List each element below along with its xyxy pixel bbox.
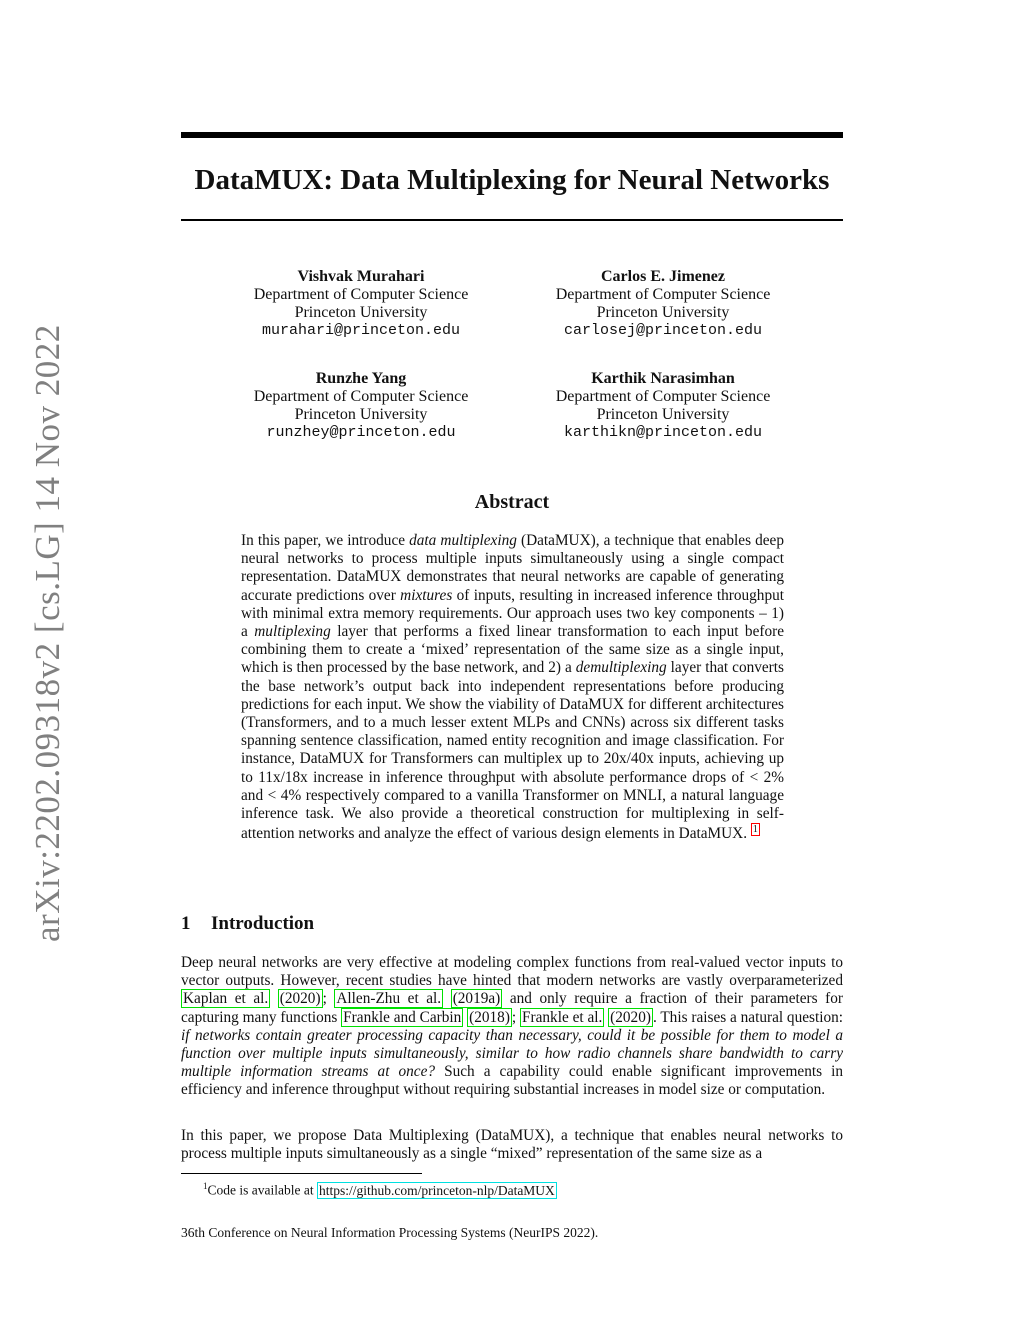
conference-notice: 36th Conference on Neural Information Processing Systems (NeurIPS 2022). (181, 1225, 599, 1240)
section-heading-introduction (181, 912, 581, 936)
abstract-text: (DataMUX), a technique that enables deep neural networks to process multiple inputs simultaneously using a single compact representation. DataMUX demonstrates that neural networks are capable of generating accurate predictions over (241, 532, 784, 604)
author-name: Vishvak Murahari (297, 268, 425, 285)
abstract-emphasis: demultiplexing (575, 659, 667, 677)
footnote (203, 1178, 557, 1199)
abstract-heading: Abstract (474, 491, 550, 513)
citation-link[interactable]: Frankle et al. (522, 1008, 603, 1026)
abstract-text: of inputs, resulting in increased inference throughput with minimal extra memory requirements. Our approach uses two key components – 1) a (241, 586, 784, 641)
citation-link[interactable]: Allen-Zhu et al. (336, 990, 442, 1008)
paper-title: DataMUX: Data Multiplexing for Neural Networks (194, 164, 830, 196)
citation-separator: ; (322, 990, 335, 1008)
author-block (211, 268, 511, 340)
citation-link[interactable]: Kaplan et al. (183, 990, 269, 1008)
abstract-text: In this paper, we introduce (241, 532, 410, 549)
author-email[interactable]: karthikn@princeton.edu (563, 424, 763, 441)
footnote-rule (181, 1173, 422, 1174)
author-department: Department of Computer Science (555, 286, 771, 303)
abstract-text: layer that performs a fixed linear transformation to each input before combining them to create a ‘mixed’ representation of the same size as a single input, which is then processed by the base network, and 2) a (241, 623, 784, 677)
citation-separator: ; (511, 1008, 521, 1026)
author-block (513, 268, 813, 340)
section-number: 1 (181, 913, 191, 934)
author-university: Princeton University (294, 406, 428, 423)
author-name: Runzhe Yang (315, 370, 407, 387)
abstract-emphasis: mixtures (400, 586, 453, 604)
citation-year-link[interactable]: (2019a) (452, 990, 501, 1008)
author-block (513, 370, 813, 442)
author-name: Karthik Narasimhan (591, 370, 735, 387)
title-bottom-rule (181, 219, 843, 221)
intro-paragraph (181, 954, 843, 1100)
citation-year-link[interactable]: (2018) (469, 1008, 510, 1026)
abstract-emphasis: multiplexing (254, 623, 331, 641)
author-department: Department of Computer Science (253, 388, 469, 405)
intro-paragraph: In this paper, we propose Data Multiplexing (DataMUX), a technique that enables neural networks to process multiple inputs simultaneously as a single “mixed” representation of the same size as a (181, 1127, 843, 1163)
author-university: Princeton University (596, 406, 730, 423)
author-email[interactable]: murahari@princeton.edu (261, 322, 461, 339)
footnote-number: 1 (203, 1181, 208, 1191)
author-department: Department of Computer Science (555, 388, 771, 405)
paragraph-text: and only require a fraction of their parameters for capturing many functions (181, 990, 843, 1026)
arxiv-identifier-stamp: arXiv:2202.09318v2 [cs.LG] 14 Nov 2022 (28, 324, 67, 942)
citation-link[interactable]: Frankle and Carbin (343, 1008, 462, 1026)
citation-year-link[interactable]: (2020) (279, 990, 321, 1008)
title-top-rule (181, 132, 843, 138)
abstract-emphasis: data multiplexing (409, 532, 517, 549)
author-university: Princeton University (596, 304, 730, 321)
paragraph-text: Such a capability could enable significant improvements in efficiency and inference throughput without requiring substantial increases in model size or computation. (181, 1063, 843, 1099)
author-department: Department of Computer Science (253, 286, 469, 303)
author-email[interactable]: carlosej@princeton.edu (563, 322, 763, 339)
paragraph-text: Deep neural networks are very effective at modeling complex functions from real-valued vector inputs to vector outputs. However, recent studies have hinted that modern networks are vastly overparameterized (181, 954, 843, 990)
author-university: Princeton University (294, 304, 428, 321)
citation-year-link[interactable]: (2020) (610, 1008, 651, 1026)
code-url-link[interactable]: https://github.com/princeton-nlp/DataMUX (318, 1182, 555, 1198)
author-block (211, 370, 511, 442)
footnote-text: Code is available at (207, 1182, 317, 1198)
abstract-text: layer that converts the base network’s output back into independent representations before producing predictions for each input. We show the viability of DataMUX for different architectures (Transformers, and to a much lesser extent MLPs and CNNs) across six different tasks spanning sentence classification, named entity recognition and image classification. For instance, DataMUX for Transformers can multiplex up to 20x/40x inputs, achieving up to 11x/18x increase in inference throughput with absolute performance drops of < 2% and < 4% respectively compared to a vanilla Transformer on MNLI, a natural language inference task. We also provide a theoretical construction for multiplexing in self-attention networks and analyze the effect of various design elements in DataMUX. (241, 659, 784, 843)
author-email[interactable]: runzhey@princeton.edu (266, 424, 456, 441)
author-name: Carlos E. Jimenez (601, 268, 725, 285)
section-title: Introduction (211, 913, 315, 934)
paragraph-text: . This raises a natural question: (652, 1008, 844, 1026)
abstract-body (241, 532, 784, 844)
footnote-link[interactable]: 1 (752, 824, 758, 836)
paragraph-emphasis: if networks contain greater processing capacity than necessary, could it be possible for them to model a function over multiple inputs simultaneously, similar to how radio channels share bandwidth to carry multiple information streams at once? (181, 1026, 843, 1081)
